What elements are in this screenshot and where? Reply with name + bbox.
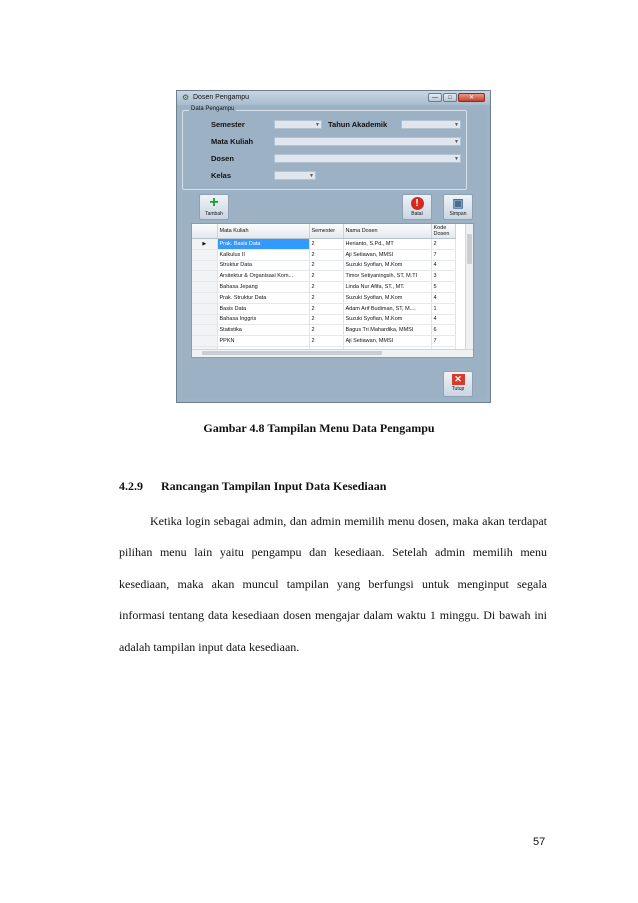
figure-caption: Gambar 4.8 Tampilan Menu Data Pengampu [203, 421, 435, 435]
section-title: Rancangan Tampilan Input Data Kesediaan [161, 479, 387, 493]
simpan-button[interactable] [443, 194, 473, 220]
grid-cell[interactable]: 2 [309, 239, 343, 250]
close-button[interactable] [458, 93, 485, 102]
dosen-combobox[interactable] [274, 154, 461, 163]
window-title: Dosen Pengampu [193, 94, 250, 101]
grid-cell[interactable]: 4 [431, 292, 455, 303]
batal-label: Batal [411, 211, 423, 217]
body-paragraph: Ketika login sebagai admin, dan admin memilih menu dosen, maka akan terdapat pilihan menu lain yaitu pengampu dan kesediaan. Setelah admin memilih menu kesediaan, maka akan muncul tampilan yang berfungsi untuk menginput segala informasi tentang data kesediaan dosen mengajar dalam waktu 1 minggu. Di bawah ini adalah tampilan input data kesediaan. [119, 514, 547, 654]
group-label: Data Pengampu [191, 106, 235, 112]
tutup-button[interactable] [443, 371, 473, 397]
batal-button[interactable] [402, 194, 432, 220]
table-row[interactable] [192, 239, 455, 250]
maximize-button[interactable]: □ [443, 93, 457, 102]
grid-cell[interactable]: 2 [431, 239, 455, 250]
kelas-label: Kelas [211, 171, 232, 180]
grid-cell[interactable]: 2 [309, 249, 343, 260]
window-titlebar [177, 91, 490, 105]
grid-cell[interactable]: 2 [309, 260, 343, 271]
grid-cell[interactable]: Bagus Tri Mahardika, MMSI [343, 325, 431, 336]
grid-cell[interactable]: Linda Nur Afifa, ST., MT. [343, 282, 431, 293]
grid-cell[interactable]: 4 [431, 260, 455, 271]
scroll-thumb[interactable] [202, 351, 382, 355]
row-header[interactable] [192, 271, 217, 282]
chevron-down-icon: ▼ [454, 139, 459, 145]
stop-icon: ! [411, 197, 424, 210]
grid-cell[interactable]: 6 [431, 325, 455, 336]
close-icon: ✕ [452, 374, 465, 385]
grid-cell[interactable]: 3 [431, 271, 455, 282]
section-heading [119, 479, 386, 494]
tutup-label: Tutup [451, 386, 465, 392]
grid-cell[interactable]: 1 [431, 303, 455, 314]
chevron-down-icon: ▼ [454, 122, 459, 128]
grid-cell[interactable]: Suzuki Syofian, M.Kom [343, 260, 431, 271]
grid-cell[interactable]: Aji Setiawan, MMSI [343, 336, 431, 347]
grid-cell[interactable]: Struktur Data [217, 260, 309, 271]
chevron-down-icon: ▼ [454, 156, 459, 162]
grid-cell[interactable]: Bahasa Inggris [217, 314, 309, 325]
row-header[interactable] [192, 314, 217, 325]
grid-cell[interactable]: 2 [309, 303, 343, 314]
pengampu-data-grid[interactable] [191, 223, 474, 358]
column-header[interactable]: Mata Kuliah [217, 224, 309, 239]
grid-cell[interactable]: Timor Setiyaningsih, ST, M.TI [343, 271, 431, 282]
grid-cell[interactable]: Prak. Basis Data [217, 239, 309, 250]
row-header[interactable] [192, 282, 217, 293]
table-row[interactable] [192, 260, 455, 271]
mata-kuliah-label: Mata Kuliah [211, 137, 254, 146]
grid-cell[interactable]: Herianto, S.Pd., MT [343, 239, 431, 250]
vertical-scrollbar[interactable] [465, 224, 473, 350]
table-row[interactable] [192, 336, 455, 347]
column-header[interactable]: Semester [309, 224, 343, 239]
tambah-label: Tambah [205, 211, 223, 217]
row-header[interactable] [192, 336, 217, 347]
grid-cell[interactable]: Bahasa Jepang [217, 282, 309, 293]
column-header[interactable]: Nama Dosen [343, 224, 431, 239]
grid-cell[interactable]: Prak. Struktur Data [217, 292, 309, 303]
section-number: 4.2.9 [119, 479, 143, 493]
chevron-down-icon: ▼ [309, 173, 314, 179]
grid-cell[interactable]: 2 [309, 325, 343, 336]
row-header-corner [192, 224, 217, 239]
table-row[interactable] [192, 325, 455, 336]
row-header[interactable] [192, 249, 217, 260]
row-header[interactable] [192, 325, 217, 336]
plus-icon: + [209, 194, 219, 211]
grid-cell[interactable]: 2 [309, 282, 343, 293]
grid-cell[interactable]: Suzuki Syofian, M.Kom [343, 314, 431, 325]
mata-kuliah-combobox[interactable] [274, 137, 461, 146]
semester-combobox[interactable] [274, 120, 322, 129]
row-header[interactable] [192, 303, 217, 314]
grid-cell[interactable]: PPKN [217, 336, 309, 347]
grid-cell[interactable]: 2 [309, 314, 343, 325]
kelas-combobox[interactable] [274, 171, 316, 180]
table-row[interactable] [192, 282, 455, 293]
grid-cell[interactable]: 4 [431, 314, 455, 325]
row-header[interactable] [192, 239, 217, 250]
dosen-pengampu-window [176, 90, 491, 403]
tahun-akademik-label: Tahun Akademik [328, 120, 388, 129]
grid-cell[interactable]: 2 [309, 292, 343, 303]
app-icon: ⚙ [182, 93, 190, 102]
grid-cell[interactable]: 5 [431, 282, 455, 293]
semester-label: Semester [211, 120, 245, 129]
table-row[interactable] [192, 292, 455, 303]
grid-cell[interactable]: Kalkulus II [217, 249, 309, 260]
tambah-button[interactable] [199, 194, 229, 220]
dosen-label: Dosen [211, 154, 234, 163]
table-row[interactable] [192, 249, 455, 260]
scroll-thumb[interactable] [467, 234, 472, 264]
grid-header-row [192, 224, 455, 239]
grid-cell[interactable]: 2 [309, 336, 343, 347]
save-icon: ▣ [452, 196, 464, 210]
grid-cell[interactable]: Basis Data [217, 303, 309, 314]
minimize-button[interactable]: — [428, 93, 442, 102]
grid-cell[interactable]: 2 [309, 271, 343, 282]
grid-cell[interactable]: Statistika [217, 325, 309, 336]
grid-cell[interactable]: Arsitektur & Organisasi Kom... [217, 271, 309, 282]
row-header[interactable] [192, 260, 217, 271]
close-icon: ✕ [468, 95, 475, 101]
grid-cell[interactable]: 7 [431, 249, 455, 260]
simpan-label: Simpan [449, 211, 467, 217]
current-row-icon: ▶ [202, 240, 207, 247]
row-header[interactable] [192, 292, 217, 303]
data-pengampu-group [182, 106, 467, 190]
grid-cell[interactable]: Aji Setiawan, MMSI [343, 249, 431, 260]
tahun-akademik-combobox[interactable] [401, 120, 461, 129]
page-number: 57 [533, 836, 546, 848]
grid-table [192, 224, 456, 358]
table-row[interactable] [192, 314, 455, 325]
column-header[interactable]: Kode Dosen [431, 224, 455, 239]
horizontal-scrollbar[interactable] [192, 349, 473, 357]
grid-cell[interactable]: 7 [431, 336, 455, 347]
table-row[interactable] [192, 271, 455, 282]
table-row[interactable] [192, 303, 455, 314]
grid-cell[interactable]: Suzuki Syofian, M.Kom [343, 292, 431, 303]
grid-cell[interactable]: Adam Arif Budiman, ST, M.... [343, 303, 431, 314]
chevron-down-icon: ▼ [315, 122, 320, 128]
